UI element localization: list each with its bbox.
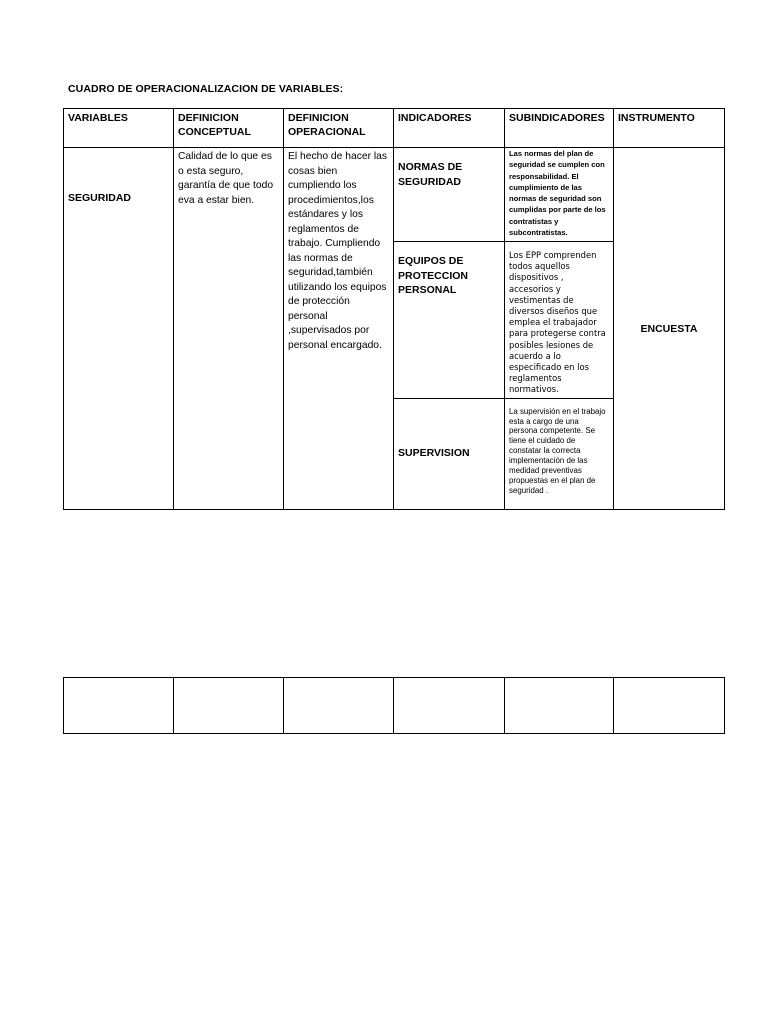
operationalization-table bbox=[63, 108, 725, 510]
header-definicion-operacional: DEFINICION OPERACIONAL bbox=[284, 109, 394, 148]
subindicador-cell bbox=[505, 242, 614, 399]
subindicador-text: Los EPP comprenden todos aquellos dispositivos , accesorios y vestimentas de diversos diseños que emplea el trabajador para protegerse contra posibles lesiones de acuerdo a lo especificado en los reglamentos normativos. bbox=[509, 250, 606, 395]
header-instrumento: INSTRUMENTO bbox=[614, 109, 725, 148]
empty-cell bbox=[284, 678, 394, 734]
variable-cell bbox=[64, 148, 174, 510]
indicador-label: NORMAS DE SEGURIDAD bbox=[398, 161, 463, 188]
indicador-label: EQUIPOS DE PROTECCION PERSONAL bbox=[398, 255, 469, 296]
table-row bbox=[64, 678, 725, 734]
definicion-operacional-text: El hecho de hacer las cosas bien cumpliendo los procedimientos,los estándares y los reglamentos de trabajo. Cumpliendo las normas de seguridad,también utilizando los equipos de protección personal ,supervisados por personal encargado. bbox=[288, 151, 388, 351]
subindicador-cell bbox=[505, 148, 614, 242]
empty-table bbox=[63, 677, 725, 734]
definicion-operacional-cell bbox=[284, 148, 394, 510]
empty-cell bbox=[614, 678, 725, 734]
empty-cell bbox=[394, 678, 505, 734]
table-row bbox=[64, 148, 725, 242]
header-indicadores: INDICADORES bbox=[394, 109, 505, 148]
document-title: CUADRO DE OPERACIONALIZACION DE VARIABLES: bbox=[68, 83, 344, 95]
empty-cell bbox=[64, 678, 174, 734]
indicador-cell bbox=[394, 242, 505, 399]
indicador-cell bbox=[394, 148, 505, 242]
indicador-label: SUPERVISION bbox=[398, 447, 470, 460]
header-variables: VARIABLES bbox=[64, 109, 174, 148]
subindicador-text: Las normas del plan de seguridad se cumplen con responsabilidad. El cumplimiento de las normas de seguridad son cumplidas por parte de los contratistas y subcontratistas. bbox=[509, 149, 606, 238]
header-subindicadores: SUBINDICADORES bbox=[505, 109, 614, 148]
header-row bbox=[64, 109, 725, 148]
definicion-conceptual-text: Calidad de lo que es o esta seguro, garantía de que todo eva a estar bien. bbox=[178, 151, 274, 206]
subindicador-cell bbox=[505, 398, 614, 509]
subindicador-text: La supervisión en el trabajo esta a cargo de una persona competente. Se tiene el cuidado de constatar la correcta implementación de las medidad preventivas propuestas en el plan de seguridad . bbox=[509, 406, 606, 495]
instrumento-label: ENCUESTA bbox=[640, 323, 698, 336]
empty-cell bbox=[505, 678, 614, 734]
variable-label: SEGURIDAD bbox=[68, 192, 132, 204]
definicion-conceptual-cell bbox=[174, 148, 284, 510]
indicador-cell bbox=[394, 398, 505, 509]
empty-cell bbox=[174, 678, 284, 734]
header-definicion-conceptual: DEFINICION CONCEPTUAL bbox=[174, 109, 284, 148]
instrumento-cell bbox=[614, 148, 725, 510]
